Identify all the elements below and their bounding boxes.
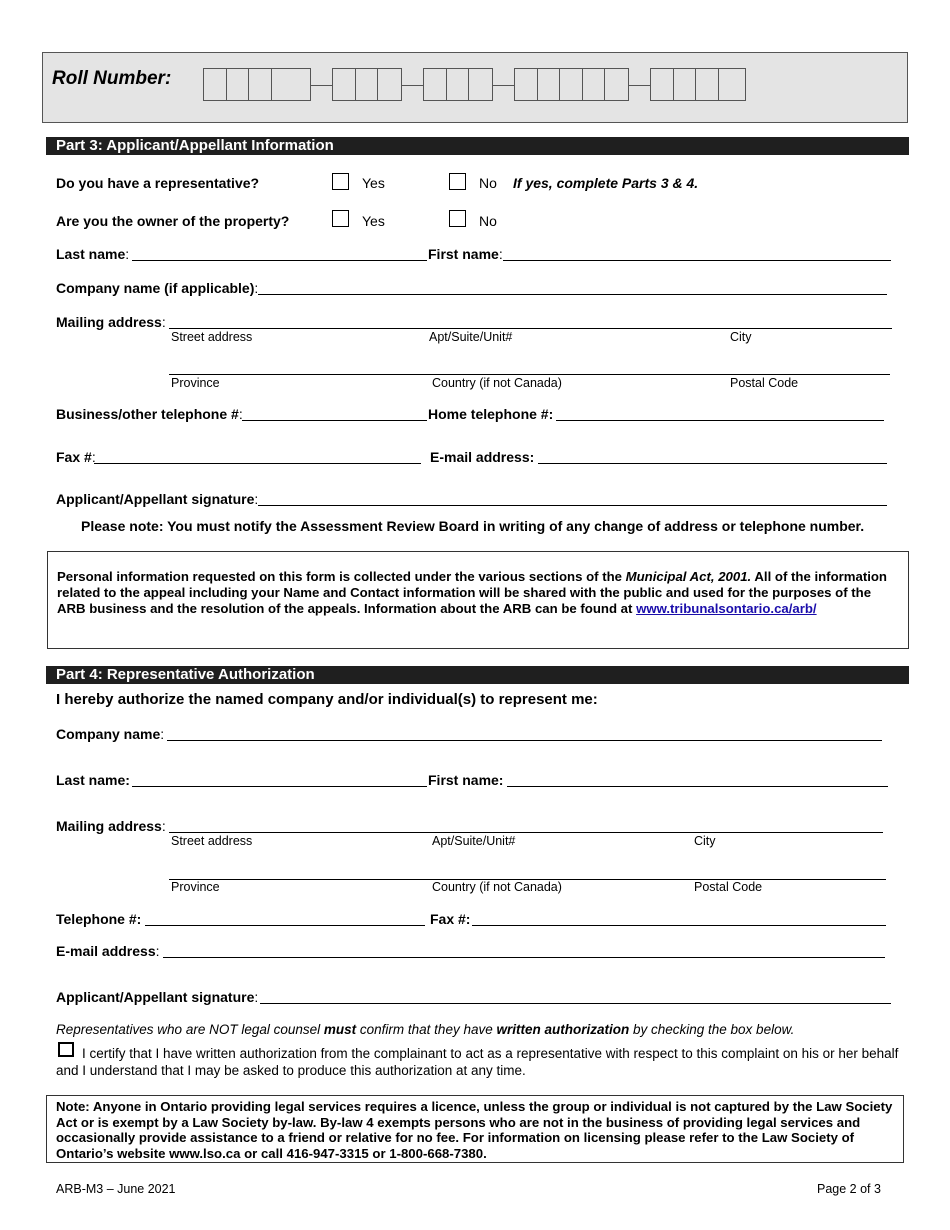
home-telephone-field[interactable] bbox=[556, 420, 884, 421]
rep-country-caption: Country (if not Canada) bbox=[432, 880, 562, 894]
company-name-field[interactable] bbox=[258, 294, 887, 295]
representative-yes-checkbox[interactable] bbox=[332, 173, 349, 190]
rep-first-name-label: First name: bbox=[428, 772, 504, 788]
rep-signature-label: Applicant/Appellant signature: bbox=[56, 989, 259, 1005]
owner-no-checkbox[interactable] bbox=[449, 210, 466, 227]
rep-telephone-field[interactable] bbox=[145, 925, 425, 926]
fax-field[interactable] bbox=[94, 463, 421, 464]
rep-signature-field[interactable] bbox=[260, 1003, 891, 1004]
roll-number-label: Roll Number: bbox=[52, 68, 172, 89]
company-name-label: Company name (if applicable): bbox=[56, 280, 259, 296]
rep-email-label: E-mail address: bbox=[56, 943, 160, 959]
apt-caption: Apt/Suite/Unit# bbox=[429, 330, 513, 344]
owner-question: Are you the owner of the property? bbox=[56, 213, 290, 229]
roll-separator bbox=[402, 85, 423, 86]
mailing-address-label: Mailing address: bbox=[56, 314, 166, 330]
privacy-notice: Personal information requested on this form is collected under the various sections of the Municipal Act, 2001. All of the information related to the appeal including your Name and Contact information will be shared with the public and used for the purposes of the ARB business and the resolution of the appeals. Information about the ARB can be found at www.tribunalsontario.ca/arb/ bbox=[47, 551, 909, 649]
representative-instruction-text: Representatives who are NOT legal counsel must confirm that they have written authorization by checking the box below. bbox=[56, 1022, 795, 1037]
form-id: ARB-M3 – June 2021 bbox=[56, 1182, 176, 1196]
representative-no-checkbox[interactable] bbox=[449, 173, 466, 190]
rep-province-caption: Province bbox=[171, 880, 220, 894]
address-change-note: Please note: You must notify the Assessment Review Board in writing of any change of address or telephone number. bbox=[81, 518, 865, 534]
email-field[interactable] bbox=[538, 463, 887, 464]
rep-first-name-field[interactable] bbox=[507, 786, 888, 787]
act-name: Municipal Act, 2001. bbox=[625, 569, 752, 584]
rep-city-caption: City bbox=[694, 834, 716, 848]
last-name-label: Last name: bbox=[56, 246, 130, 262]
representative-no-label: No bbox=[479, 175, 497, 191]
country-caption: Country (if not Canada) bbox=[432, 376, 562, 390]
email-label: E-mail address: bbox=[430, 449, 535, 465]
page-number: Page 2 of 3 bbox=[817, 1182, 881, 1196]
business-telephone-field[interactable] bbox=[242, 420, 427, 421]
mailing-address-line-1[interactable] bbox=[169, 328, 892, 329]
city-caption: City bbox=[730, 330, 752, 344]
roll-separator bbox=[311, 85, 332, 86]
rep-last-name-label: Last name: bbox=[56, 772, 130, 788]
first-name-label: First name: bbox=[428, 246, 503, 262]
owner-yes-label: Yes bbox=[362, 213, 385, 229]
rep-postal-code-caption: Postal Code bbox=[694, 880, 763, 894]
fax-label: Fax #: bbox=[56, 449, 96, 465]
rep-mailing-address-label: Mailing address: bbox=[56, 818, 166, 834]
signature-field[interactable] bbox=[258, 505, 887, 506]
certify-statement: I certify that I have written authorization from the complainant to act as a representative with respect to this complaint on his or her behalf and I understand that I may be asked to produce this authorization at any time. bbox=[56, 1046, 899, 1078]
part3-header: Part 3: Applicant/Appellant Information bbox=[46, 137, 909, 155]
roll-separator bbox=[493, 85, 514, 86]
rep-email-field[interactable] bbox=[163, 957, 885, 958]
roll-number-group-4[interactable] bbox=[514, 68, 629, 101]
rep-company-field[interactable] bbox=[167, 740, 882, 741]
legal-services-note: Note: Anyone in Ontario providing legal services requires a licence, unless the group or individual is not captured by the Law Society Act or is exempt by a Law Society by-law. By-law 4 exempts persons who are not in the business of providing legal services and occasionally provide assistance to a friend or relative for no fee. For information on licensing please refer to the Law Society of Ontario’s website www.lso.ca or call 416-947-3315 or 1-800-668-7380. bbox=[46, 1095, 904, 1163]
first-name-field[interactable] bbox=[503, 260, 891, 261]
roll-number-group-5[interactable] bbox=[650, 68, 746, 101]
postal-code-caption: Postal Code bbox=[730, 376, 799, 390]
rep-mailing-address-line-1[interactable] bbox=[169, 832, 883, 833]
representative-yes-label: Yes bbox=[362, 175, 385, 191]
roll-separator bbox=[629, 85, 650, 86]
mailing-address-line-2[interactable] bbox=[169, 374, 890, 375]
roll-number-group-3[interactable] bbox=[423, 68, 493, 101]
roll-number-group-1[interactable] bbox=[203, 68, 311, 101]
street-address-caption: Street address bbox=[171, 330, 253, 344]
rep-fax-label: Fax #: bbox=[430, 911, 471, 927]
business-telephone-label: Business/other telephone #: bbox=[56, 406, 243, 422]
part4-header: Part 4: Representative Authorization bbox=[46, 666, 909, 684]
rep-company-label: Company name: bbox=[56, 726, 165, 742]
owner-no-label: No bbox=[479, 213, 497, 229]
rep-street-caption: Street address bbox=[171, 834, 253, 848]
roll-number-group-2[interactable] bbox=[332, 68, 402, 101]
representative-question: Do you have a representative? bbox=[56, 175, 260, 191]
signature-label: Applicant/Appellant signature: bbox=[56, 491, 259, 507]
rep-telephone-label: Telephone #: bbox=[56, 911, 142, 927]
rep-apt-caption: Apt/Suite/Unit# bbox=[432, 834, 516, 848]
home-telephone-label: Home telephone #: bbox=[428, 406, 554, 422]
rep-fax-field[interactable] bbox=[472, 925, 886, 926]
province-caption: Province bbox=[171, 376, 220, 390]
last-name-field[interactable] bbox=[132, 260, 427, 261]
representative-instruction: If yes, complete Parts 3 & 4. bbox=[513, 175, 699, 191]
rep-last-name-field[interactable] bbox=[132, 786, 427, 787]
owner-yes-checkbox[interactable] bbox=[332, 210, 349, 227]
arb-website-link[interactable]: www.tribunalsontario.ca/arb/ bbox=[636, 601, 817, 616]
authorization-statement: I hereby authorize the named company and/or individual(s) to represent me: bbox=[56, 691, 598, 708]
